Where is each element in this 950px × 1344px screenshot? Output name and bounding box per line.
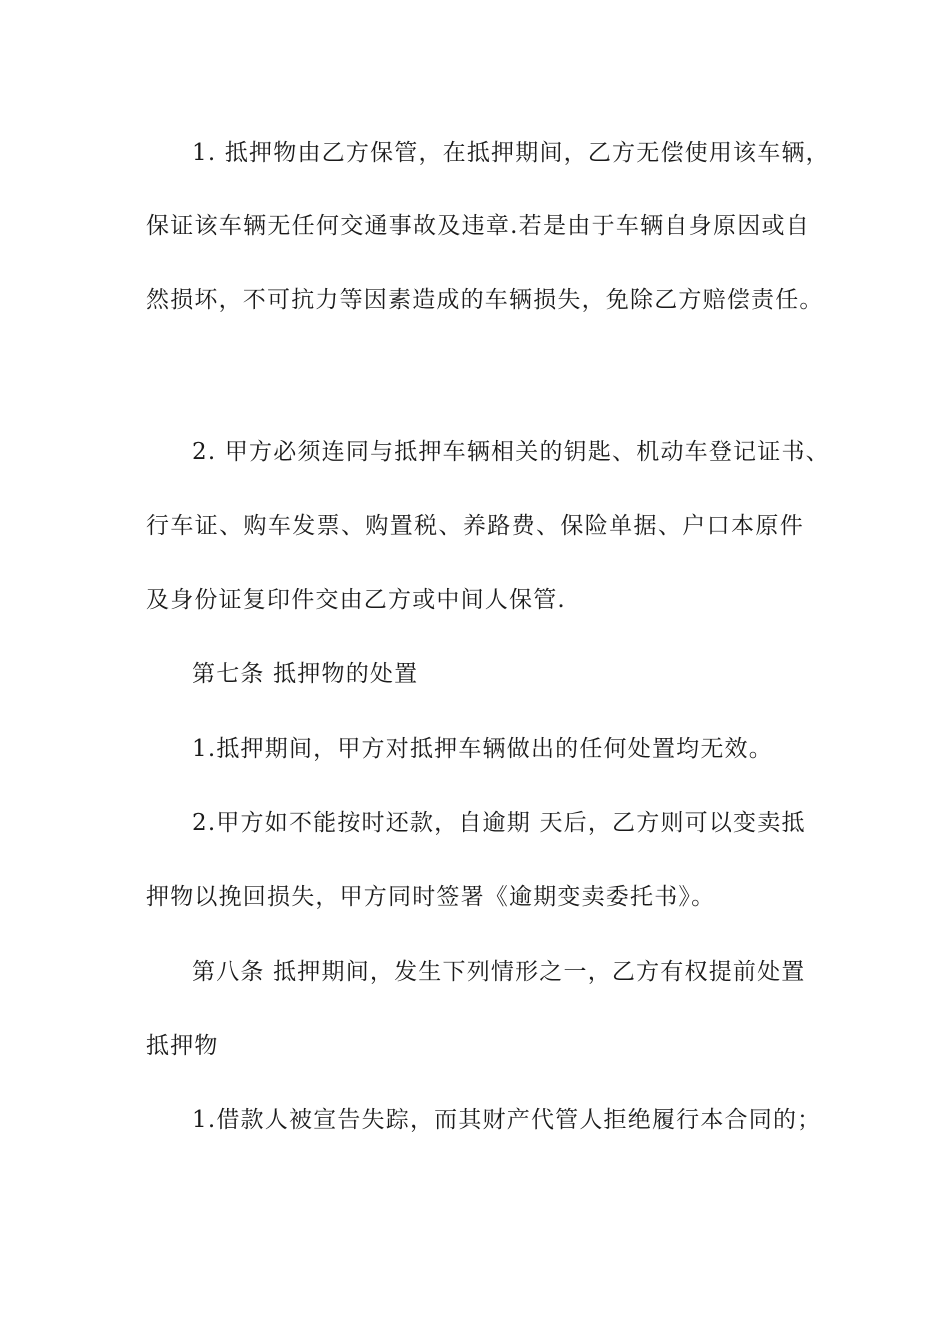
text-line: 2. 甲方必须连同与抵押车辆相关的钥匙、机动车登记证书、	[192, 439, 830, 465]
text-line: 保证该车辆无任何交通事故及违章.若是由于车辆自身原因或自	[146, 213, 810, 239]
section-heading: 第八条 抵押期间，发生下列情形之一，乙方有权提前处置	[192, 959, 806, 985]
section-heading: 第七条 抵押物的处置	[192, 661, 419, 687]
text-line: 1.抵押期间，甲方对抵押车辆做出的任何处置均无效。	[192, 736, 773, 762]
text-line: 及身份证复印件交由乙方或中间人保管.	[146, 587, 566, 613]
text-line: 然损坏，不可抗力等因素造成的车辆损失，免除乙方赔偿责任。	[146, 287, 824, 313]
text-line: 抵押物	[146, 1033, 219, 1059]
text-line: 押物以挽回损失，甲方同时签署《逾期变卖委托书》。	[146, 884, 716, 910]
text-line: 1. 抵押物由乙方保管，在抵押期间，乙方无偿使用该车辆，	[192, 140, 830, 166]
text-line: 1.借款人被宣告失踪，而其财产代管人拒绝履行本合同的；	[192, 1107, 822, 1133]
text-line: 行车证、购车发票、购置税、养路费、保险单据、户口本原件	[146, 513, 804, 539]
text-line: 2.甲方如不能按时还款，自逾期 天后，乙方则可以变卖抵	[192, 810, 806, 836]
